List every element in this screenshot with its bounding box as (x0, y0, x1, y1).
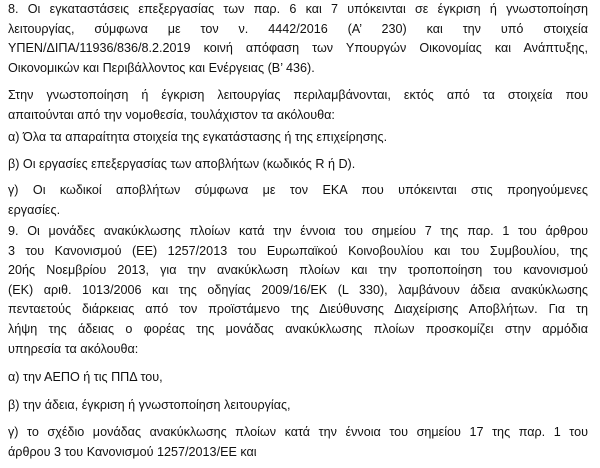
paragraph-9-line-3: 20ής Νοεμβρίου 2013, για την ανακύκλωση πλοίων και την τροποποίηση του κανονισμού (8, 263, 588, 278)
list-item-8-c-line-1: γ) Οι κωδικοί αποβλήτων σύμφωνα με τον ΕΚΑ που υπόκεινται στις προηγούμενες (8, 183, 588, 197)
list-item-9-b: β) την άδεια, έγκριση ή γνωστοποίηση λειτουργίας, (8, 398, 291, 412)
list-item-8-b: β) Οι εργασίες επεξεργασίας των αποβλήτων (κωδικός R ή D). (8, 156, 356, 171)
paragraph-9-line-5: πενταετούς διάρκειας από τον προϊστάμενο της Διεύθυνσης Διαχείρισης Αποβλήτων. Για τη (8, 302, 588, 317)
list-item-8-a: α) Όλα τα απαραίτητα στοιχεία της εγκατάστασης ή της επιχείρησης. (8, 129, 388, 144)
list-item-9-c-line-1: γ) το σχέδιο μονάδας ανακύκλωσης πλοίων κατά την έννοια του σημείου 17 της παρ. 1 του (8, 425, 588, 439)
list-item-9-c-line-2: άρθρου 3 του Κανονισμού 1257/2013/ΕΕ και (8, 444, 257, 459)
paragraph-9-line-7: υπηρεσία τα ακόλουθα: (8, 341, 139, 356)
paragraph-8-line-1: 8. Οι εγκαταστάσεις επεξεργασίας των παρ. 6 και 7 υπόκεινται σε έγκριση ή γνωστοποίηση (8, 2, 588, 16)
paragraph-8b-line-2: απαιτούνται από την νομοθεσία, τουλάχιστον τα ακόλουθα: (8, 107, 335, 122)
paragraph-8-line-4: Οικονομικών και Περιβάλλοντος και Ενέργειας (Β’ 436). (8, 60, 315, 75)
paragraph-8-line-3: ΥΠΕΝ/ΔΙΠΑ/11936/836/8.2.2019 κοινή απόφαση των Υπουργών Οικονομίας και Ανάπτυξης, (8, 41, 588, 56)
list-item-8-c-line-2: εργασίες. (8, 202, 61, 217)
paragraph-8-line-2: λειτουργίας, σύμφωνα με τον ν. 4442/2016 (Α’ 230) και την υπό στοιχεία (8, 21, 588, 36)
paragraph-9-line-4: (ΕΚ) αριθ. 1013/2006 και της οδηγίας 2009/16/ΕΚ (L 330), λαμβάνουν άδεια ανακύκλωσης (8, 282, 588, 297)
list-item-9-a: α) την ΑΕΠΟ ή τις ΠΠΔ του, (8, 370, 163, 384)
paragraph-9-line-6: λήψη της άδειας ο φορέας της μονάδας ανακύκλωσης πλοίων προσκομίζει στην αρμόδια (8, 322, 588, 336)
paragraph-9-line-1: 9. Οι μονάδες ανακύκλωσης πλοίων κατά την έννοια του σημείου 7 της παρ. 1 του άρθρου (8, 224, 588, 238)
paragraph-8b-line-1: Στην γνωστοποίηση ή έγκριση λειτουργίας περιλαμβάνονται, εκτός από τα στοιχεία που (8, 88, 588, 102)
paragraph-9-line-2: 3 του Κανονισμού (ΕΕ) 1257/2013 του Ευρωπαϊκού Κοινοβουλίου και του Συμβουλίου, της (8, 243, 588, 258)
